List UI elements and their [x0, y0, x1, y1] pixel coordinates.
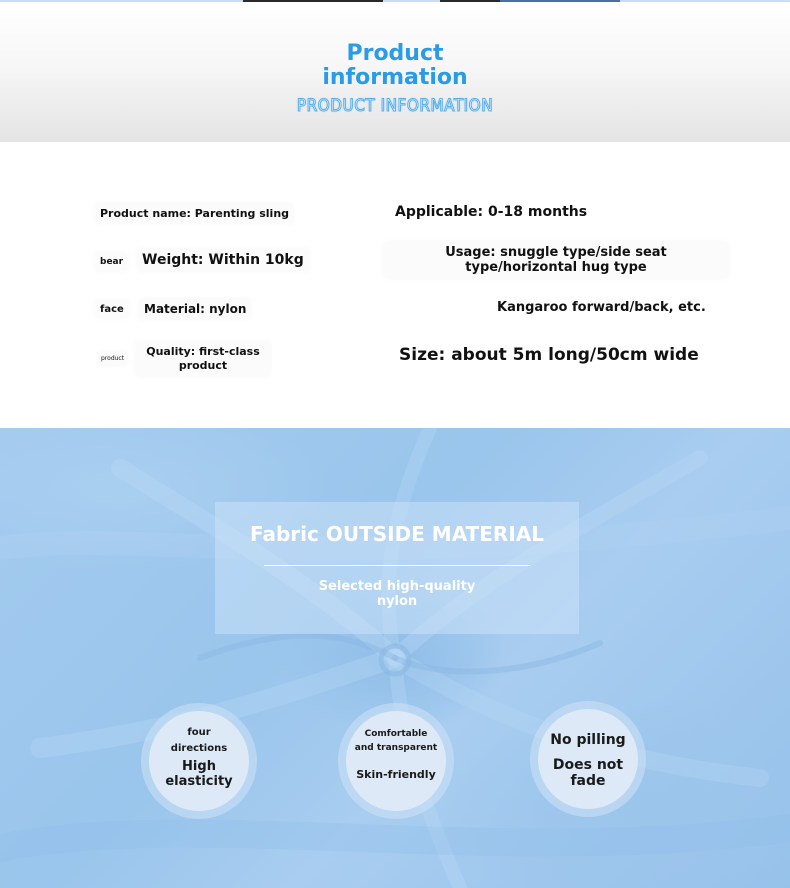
- quality: [136, 342, 270, 376]
- top-photo-strip-dark-2: [440, 0, 500, 2]
- page-title-line1: Product: [346, 41, 444, 66]
- fabric-folds-texture: [0, 428, 790, 888]
- feature-skin-friendly-line1: Comfortable: [364, 729, 428, 739]
- feature-no-pilling-line1: No pilling: [550, 732, 626, 748]
- product-label: product: [98, 352, 127, 365]
- weight-limit: Weight: Within 10kg: [138, 249, 308, 271]
- feature-skin-friendly-circle: [346, 711, 446, 811]
- feature-no-pilling-line2: Does not: [552, 757, 624, 773]
- fabric-info-box: [215, 502, 579, 634]
- feature-skin-friendly-line2: and transparent: [354, 743, 438, 753]
- top-photo-strip-dark: [243, 0, 383, 2]
- feature-elasticity-line3: High: [182, 759, 216, 774]
- product-info-header: [0, 0, 790, 142]
- page-title: [0, 42, 790, 90]
- bear-label: bear: [96, 253, 127, 271]
- fabric-section: [0, 428, 790, 888]
- top-photo-strip: [0, 0, 790, 2]
- feature-elasticity: [141, 703, 257, 819]
- feature-no-pilling-circle: [538, 709, 638, 809]
- feature-no-pilling: [530, 701, 646, 817]
- feature-skin-friendly-line3: Skin-friendly: [356, 768, 436, 781]
- dimensions: Size: about 5m long/50cm wide: [399, 345, 699, 365]
- usage-line2: type/horizontal hug type: [465, 260, 647, 275]
- feature-elasticity-line1: four: [187, 727, 211, 738]
- usage-types: [384, 242, 728, 278]
- feature-elasticity-line4: elasticity: [165, 774, 233, 789]
- feature-no-pilling-line3: fade: [570, 773, 606, 789]
- fabric-subtitle-line2: nylon: [376, 594, 418, 609]
- face-label: face: [96, 301, 128, 318]
- material: Material: nylon: [140, 299, 250, 319]
- quality-line1: Quality: first-class: [146, 345, 260, 358]
- product-name: Product name: Parenting sling: [96, 204, 293, 223]
- page-title-line2: information: [322, 65, 468, 90]
- fabric-divider: [264, 565, 530, 566]
- feature-skin-friendly: [338, 703, 454, 819]
- kangaroo-positions: Kangaroo forward/back, etc.: [497, 300, 706, 315]
- fabric-subtitle-line1: Selected high-quality: [318, 579, 476, 594]
- product-details: [0, 142, 790, 428]
- top-photo-strip-blue: [500, 0, 620, 2]
- quality-line2: product: [178, 359, 228, 372]
- usage-line1: Usage: snuggle type/side seat: [445, 245, 667, 260]
- applicable-age: Applicable: 0-18 months: [395, 204, 588, 220]
- fabric-title: Fabric OUTSIDE MATERIAL: [250, 522, 544, 546]
- page-subtitle: PRODUCT INFORMATION: [296, 96, 494, 116]
- feature-elasticity-circle: [149, 711, 249, 811]
- fabric-subtitle: [215, 579, 579, 609]
- feature-elasticity-line2: directions: [170, 743, 228, 754]
